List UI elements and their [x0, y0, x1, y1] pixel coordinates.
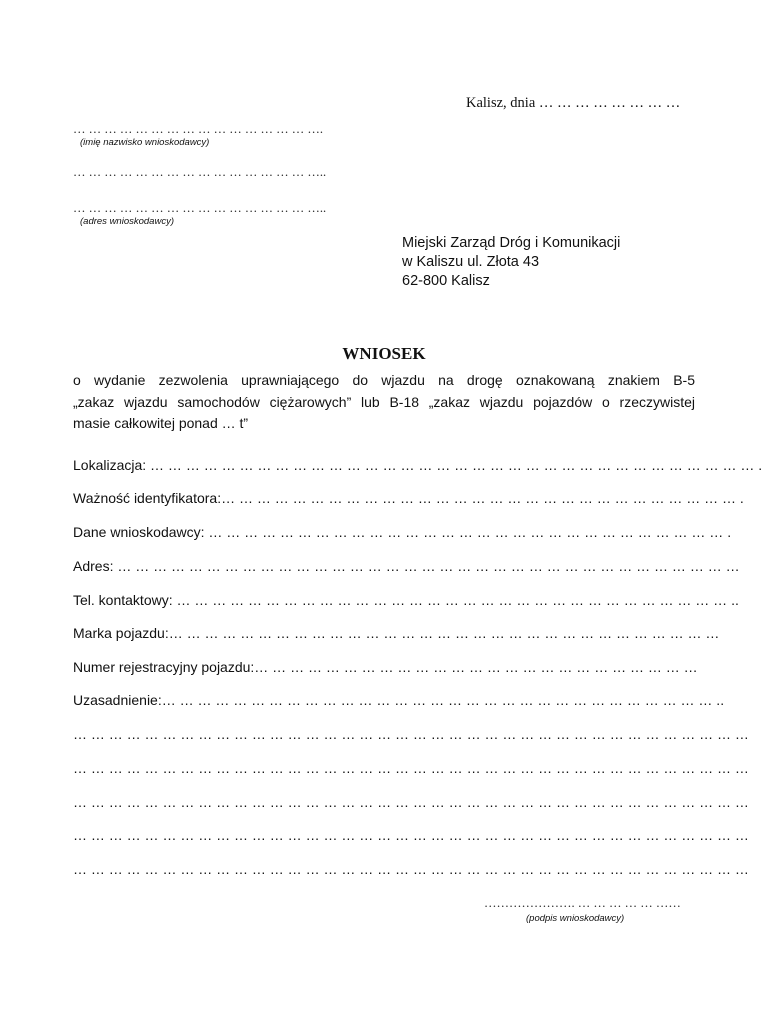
field-registration-number: Numer rejestracyjny pojazdu:… … … … … … … … … … … … … … … … … … … … … … … … …: [73, 659, 698, 675]
applicant-address-caption: (adres wnioskodawcy): [80, 216, 174, 227]
field-localization: Lokalizacja: … … … … … … … … … … … … … … … … … … … … … … … … … … … … … … … … … … .: [73, 457, 763, 473]
field-vehicle-make: Marka pojazdu:… … … … … … … … … … … … … … … … … … … … … … … … … … … … … … …: [73, 625, 720, 641]
recipient-line-2: w Kaliszu ul. Złota 43: [402, 254, 540, 270]
applicant-name-caption: (imię nazwisko wnioskodawcy): [80, 137, 210, 148]
field-applicant-data: Dane wnioskodawcy: … … … … … … … … … … … … … … … … … … … … … … … … … … … … … .: [73, 524, 732, 540]
recipient-address: [402, 234, 620, 291]
field-address: Adres: … … … … … … … … … … … … … … … … … … … … … … … … … … … … … … … … … … …: [73, 558, 740, 574]
field-id-validity: Ważność identyfikatora:… … … … … … … … … … … … … … … … … … … … … … … … … … … … … .: [73, 490, 744, 506]
applicant-address-line-2: … … … … … … … … … … … … … … … …..: [73, 201, 327, 215]
intro-line-3: masie całkowitej ponad … t”: [73, 415, 249, 431]
justification-line-3: … … … … … … … … … … … … … … … … … … … … … … … … … … … … … … … … … … … … … …: [73, 794, 749, 810]
page-title: WNIOSEK: [342, 344, 426, 363]
intro-line-2: „zakaz wjazdu samochodów ciężarowych” lub B-18 „zakaz wjazdu pojazdów o rzeczywistej: [73, 393, 695, 410]
signature-line: …………………. … … … … … ……: [484, 896, 681, 910]
applicant-name-line: … … … … … … … … … … … … … … … ….: [73, 122, 323, 136]
applicant-address-line-1: … … … … … … … … … … … … … … … …..: [73, 165, 327, 179]
intro-paragraph: [73, 370, 695, 435]
justification-line-4: … … … … … … … … … … … … … … … … … … … … … … … … … … … … … … … … … … … … … …: [73, 827, 749, 843]
intro-line-1: o wydanie zezwolenia uprawniającego do wjazdu na drogę oznakowaną znakiem B-5: [73, 372, 695, 388]
place-date: Kalisz, dnia … … … … … … … …: [466, 95, 681, 111]
justification-line-5: … … … … … … … … … … … … … … … … … … … … … … … … … … … … … … … … … … … … … …: [73, 861, 749, 877]
justification-line-1: … … … … … … … … … … … … … … … … … … … … … … … … … … … … … … … … … … … … … …: [73, 726, 749, 742]
recipient-line-3: 62-800 Kalisz: [402, 273, 490, 289]
field-justification: Uzasadnienie:… … … … … … … … … … … … … … … … … … … … … … … … … … … … … … … ..: [73, 692, 725, 708]
signature-caption: (podpis wnioskodawcy): [526, 913, 625, 924]
justification-line-2: … … … … … … … … … … … … … … … … … … … … … … … … … … … … … … … … … … … … … …: [73, 760, 749, 776]
field-phone: Tel. kontaktowy: … … … … … … … … … … … … … … … … … … … … … … … … … … … … … … … ..: [73, 592, 739, 608]
recipient-line-1: Miejski Zarząd Dróg i Komunikacji: [402, 235, 621, 251]
